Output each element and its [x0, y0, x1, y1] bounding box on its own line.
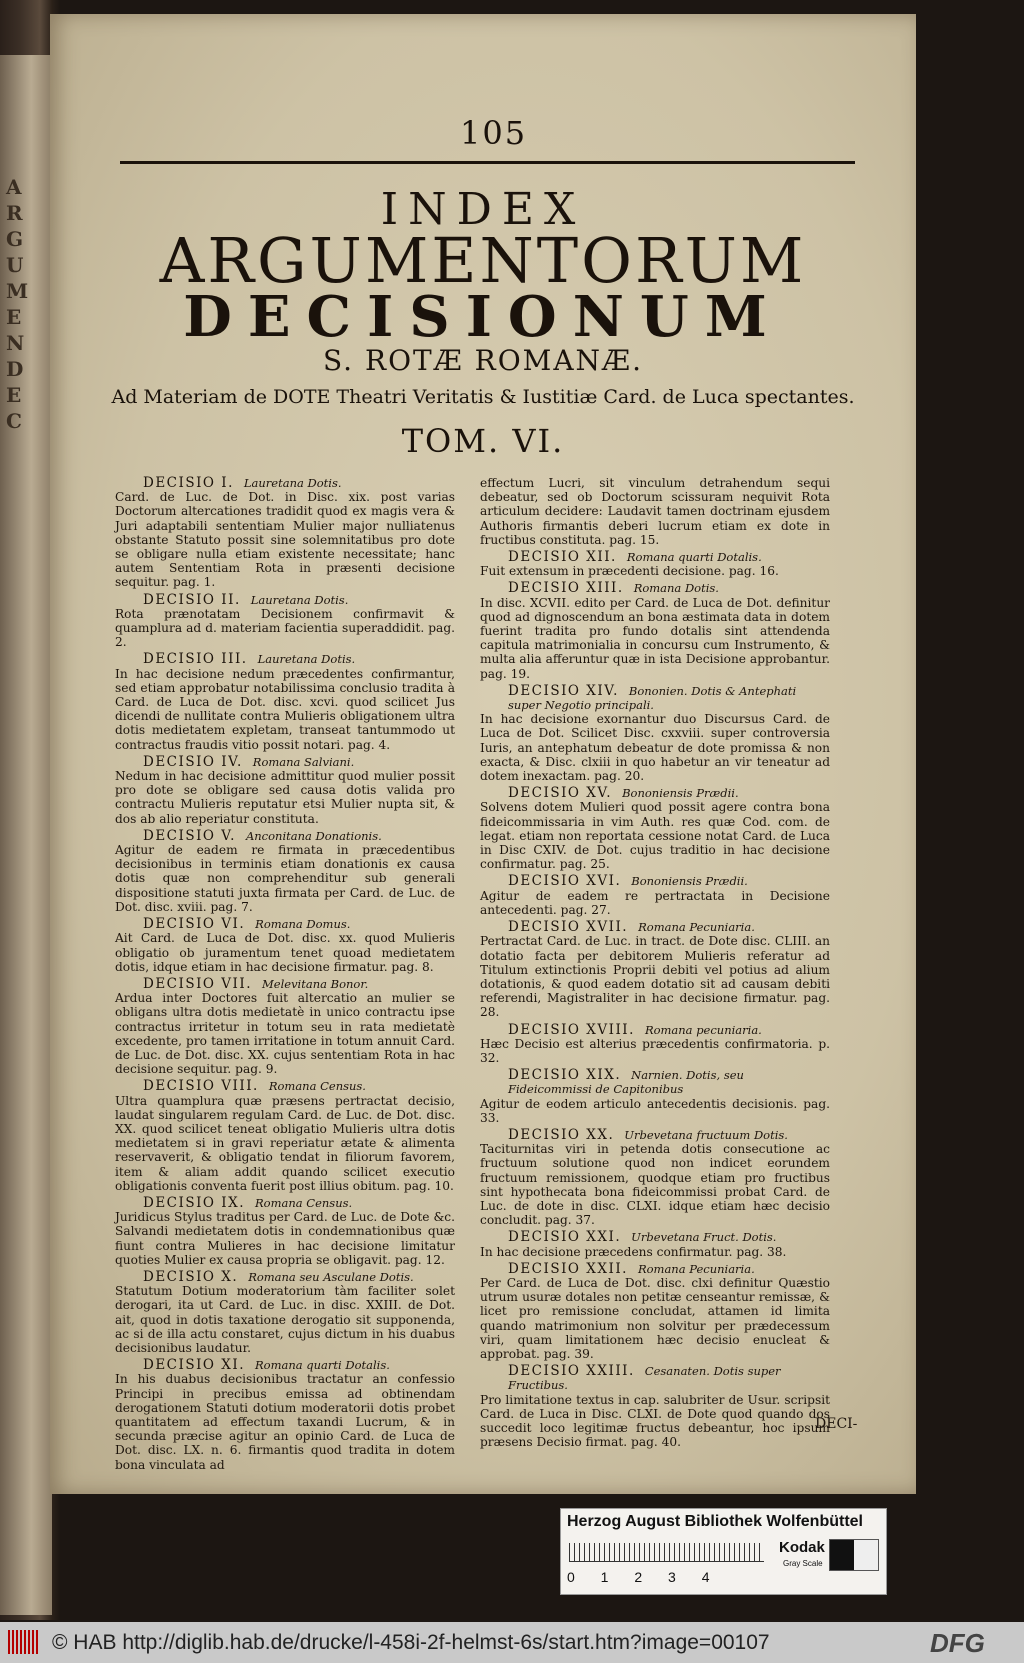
decision-entry	[115, 476, 455, 590]
decision-heading	[115, 1358, 455, 1372]
title-index: INDEX	[380, 184, 586, 235]
decision-entry	[115, 917, 455, 974]
decision-number: DECISIO XXI.	[508, 1229, 622, 1246]
decision-entry	[115, 755, 455, 826]
left-page-letter: D	[6, 357, 24, 381]
decision-heading	[480, 1068, 830, 1096]
left-page-letter: U	[6, 253, 24, 277]
decision-summary: Agitur de eadem re firmata in præcedentibus decisionibus in terminis etiam donationis ex causa dotis quæ non comprehenditur sub generali dispositione statuti juxta firmata per Card. de Luc. de Dot. disc. xviii. pag. 7.	[115, 843, 455, 914]
decision-number: DECISIO XX.	[508, 1126, 615, 1143]
decision-case: Romana Salviani.	[252, 754, 355, 769]
decision-number: DECISIO XVIII.	[508, 1021, 635, 1038]
left-page-letter: M	[6, 279, 29, 303]
decision-number: DECISIO VII.	[143, 975, 252, 992]
decision-number: DECISIO III.	[143, 651, 248, 668]
decision-case: Romana Domus.	[255, 917, 351, 932]
left-page-letter: E	[6, 305, 22, 329]
title-argumentorum: ARGUMENTORUM	[159, 224, 807, 297]
decision-number: DECISIO X.	[143, 1268, 239, 1285]
decision-heading	[115, 755, 455, 769]
decision-case: Urbevetana Fruct. Dotis.	[631, 1230, 777, 1245]
decision-heading	[115, 917, 455, 931]
kodak-brand: Kodak	[779, 1539, 825, 1556]
decision-heading	[115, 652, 455, 666]
header-rule	[120, 161, 855, 164]
decision-entry	[480, 550, 830, 578]
decision-heading	[115, 1196, 455, 1210]
decision-entry	[115, 652, 455, 751]
decision-entry	[480, 1068, 830, 1125]
hab-logo-icon	[8, 1630, 40, 1654]
left-page-letter: R	[6, 201, 23, 225]
decision-entry	[480, 476, 830, 547]
decision-summary: Agitur de eodem articulo antecedentis decisionis. pag. 33.	[480, 1096, 830, 1125]
decision-case: Anconitana Donationis.	[245, 828, 382, 843]
decision-summary: effectum Lucri, sit vinculum detrahendum sequi debeatur, sed ob Doctorum scissuram nequivit Rota articulum decidere: Laudavit tamen doctrinam ejusdem Authoris firmantis deberi lucrum etiam ex dote in fructibus constituta. pag. 15.	[480, 476, 830, 547]
decision-summary: Hæc Decisio est alterius præcedentis confirmatoria. p. 32.	[480, 1036, 830, 1065]
decision-number: DECISIO XIII.	[508, 580, 624, 597]
decision-number: DECISIO XXII.	[508, 1260, 628, 1277]
decision-heading	[115, 829, 455, 843]
decision-heading	[480, 581, 830, 595]
decision-summary: In his duabus decisionibus tractatur an confessio Principi in precibus emissa ad obtinendam derogationem Statuti dotium moderatorii dotis probet quantitatem ad effectum taxandi Lucrum, & in secunda præcise agitur an opinio Card. de Luca de Dot. disc. LX. n. 6. firmantis quod tradita in dotem bona vinculata ad	[115, 1372, 455, 1472]
decision-number: DECISIO XII.	[508, 549, 617, 566]
subtitle: Ad Materiam de DOTE Theatri Veritatis & Iustitiæ Card. de Luca spectantes.	[111, 386, 855, 408]
page	[50, 14, 916, 1494]
decision-summary: Pertractat Card. de Luc. in tract. de Dote disc. CLIII. an dotatio facta per debitorem Mulieris referatur ad Titulum extinctionis Proprii debiti vel potius ad alium dotationis, & quod eadem dotatio sit ad causam debiti referendi, Magistraliter in hac decisione firmatur. pag. 28.	[480, 934, 830, 1020]
scale-numbers: 0 1 2 3 4	[567, 1569, 710, 1585]
decision-heading	[480, 1023, 830, 1037]
decision-heading	[480, 1364, 830, 1392]
right-column	[480, 476, 830, 1452]
dfg-logo: DFG	[930, 1628, 985, 1658]
decision-entry	[115, 1270, 455, 1355]
decision-entry	[480, 874, 830, 917]
decision-entry	[480, 684, 830, 783]
library-name: Herzog August Bibliothek Wolfenbüttel	[567, 1513, 863, 1530]
decision-entry	[480, 920, 830, 1019]
decision-case: Lauretana Dotis.	[257, 652, 356, 667]
decision-heading	[480, 684, 830, 712]
gray-swatch	[829, 1539, 879, 1571]
decision-summary: Ultra quamplura quæ præsens pertractat decisio, laudat singularem regulam Card. de Luc. de Dot. disc. XX. quod scilicet teneat obligatio Mulieris ultra dotis medietatem si in gravi reperiatur ætate & alimenta reservaverit, & obligatio tendat in filiorum favorem, item & aliam addit quando scilicet executio obligationis conventa fuerit post illius obitum. pag. 10.	[115, 1093, 455, 1193]
decision-summary: Statutum Dotium moderatorium tàm faciliter solet derogari, ita ut Card. de Luc. in disc. XXIII. de Dot. ait, quod in dotis taxatione derogatio sit supponenda, ac si de illa actu constaret, cujus dictum in his duabus decisionibus laudatur.	[115, 1284, 455, 1355]
decision-case: Cesanaten. Dotis super Fructibus.	[508, 1364, 781, 1393]
decision-summary: Nedum in hac decisione admittitur quod mulier possit pro dote se obligare sed causa dotis valida pro contractu Mulieris reputatur etsi Mulier nupta sit, & dos ab alio reperiatur constituta.	[115, 769, 455, 826]
decision-case: Romana seu Asculane Dotis.	[248, 1269, 414, 1284]
decision-number: DECISIO XVI.	[508, 873, 622, 890]
decision-entry	[480, 1023, 830, 1066]
footer-bar	[0, 1622, 1024, 1663]
decision-heading	[480, 1262, 830, 1276]
decision-summary: In hac decisione exornantur duo Discursus Card. de Luca de Dot. Scilicet Disc. cxxviii. super controversia Iuris, an antephatum debeatur de dote promissa & non exacta, & Disc. clxiii in quo habetur an vir teneatur ad dotem inexactam. pag. 20.	[480, 712, 830, 784]
decision-summary: Juridicus Stylus traditus per Card. de Luc. de Dote &c. Salvandi medietatem dotis in condemnationibus quæ fiunt contra Mulieres in hac decisione limitatur quoties Mulier ex causa propria se obligavit. pag. 12.	[115, 1210, 455, 1267]
decision-entry	[480, 1128, 830, 1227]
decision-number: DECISIO XIV.	[508, 682, 619, 699]
decision-case: Romana Census.	[255, 1195, 353, 1210]
decision-heading	[115, 1079, 455, 1093]
decision-entry	[480, 786, 830, 871]
left-page-letter: G	[6, 227, 24, 251]
decision-case: Bononiensis Prædii.	[622, 786, 739, 801]
left-page-letter: C	[6, 409, 22, 433]
decision-entry	[480, 1262, 830, 1361]
decision-case: Romana pecuniaria.	[644, 1022, 762, 1037]
decision-entry	[480, 1230, 830, 1258]
decision-entry	[115, 1196, 455, 1267]
decision-entry	[115, 977, 455, 1076]
decision-entry	[115, 829, 455, 914]
tome-number: TOM. VI.	[401, 422, 565, 460]
decision-case: Narnien. Dotis, seu Fideicommissi de Capitonibus	[508, 1068, 744, 1097]
decision-case: Lauretana Dotis.	[243, 476, 342, 490]
decision-case: Romana Pecuniaria.	[637, 1261, 755, 1276]
title-rotae: S. ROTÆ ROMANÆ.	[323, 344, 643, 377]
decision-heading	[480, 786, 830, 800]
decision-case: Urbevetana fructuum Dotis.	[624, 1127, 788, 1142]
decision-number: DECISIO I.	[143, 475, 234, 491]
decision-summary: Card. de Luc. de Dot. in Disc. xix. post varias Doctorum altercationes tradidit quod ex magis vera & Juri adaptabili sententiam Mulier major nulliatenus obstante Statuto possit sine solemnitatibus pro dote se obligare nulla etiam existente necessitate; hanc autem Sententiam Rota in præsenti decisione sequitur. pag. 1.	[115, 490, 455, 590]
decision-summary: Taciturnitas viri in petenda dotis consecutione ac fructuum solutione quod non indicet eorundem fructuum remissionem, quodque etiam pro fructibus sint hypothecata bona fideicommissi probat Card. de Luc. de dote in disc. CLXI. idque etiam hæc decisio concludit. pag. 37.	[480, 1142, 830, 1228]
decision-heading	[480, 874, 830, 888]
decision-summary: Agitur de eadem re pertractata in Decisione antecedenti. pag. 27.	[480, 888, 830, 917]
left-page-edge	[0, 55, 52, 1615]
decision-number: DECISIO XV.	[508, 785, 613, 802]
decision-case: Romana quarti Dotalis.	[626, 550, 762, 565]
decision-summary: In hac decisione præcedens confirmatur. pag. 38.	[480, 1244, 787, 1259]
catchword: DECI-	[815, 1416, 858, 1432]
page-number: 105	[460, 114, 528, 152]
decision-case: Bononiensis Prædii.	[631, 874, 748, 889]
ruler-scale	[569, 1543, 764, 1562]
decision-case: Melevitana Bonor.	[262, 976, 369, 991]
title-decisionum: DECISIONUM	[183, 284, 783, 350]
decision-heading	[480, 1128, 830, 1142]
left-page-letter: N	[6, 331, 25, 355]
decision-summary: Ardua inter Doctores fuit altercatio an mulier se obligans ultra dotis medietatè in unico contractu ipse contractus irritetur in totum seu in rata medietatè excedente, pro tamen irritatione in totum annuit Card. de Luc. de Dot. disc. XX. cujus sententiam Rota in hac decisione sequitur. pag. 9.	[115, 991, 455, 1077]
decision-heading	[115, 593, 455, 607]
decision-number: DECISIO II.	[143, 591, 241, 608]
decision-heading	[480, 550, 830, 564]
decision-summary: Per Card. de Luca de Dot. disc. clxi definitur Quæstio utrum usuræ dotales non petitæ censeantur remissæ, & licet pro remissione concludat, attamen id limita quando matrimonium non solvitur per prædecessum viri, quam limitationem hæc decisio enucleat & approbat. pag. 39.	[480, 1275, 830, 1361]
decision-heading	[480, 920, 830, 934]
decision-entry	[480, 581, 830, 680]
decision-case: Bononien. Dotis & Antephati super Negotio principali.	[508, 683, 797, 713]
decision-case: Romana quarti Dotalis.	[255, 1358, 390, 1373]
gray-scale-label: Gray Scale	[783, 1559, 823, 1568]
decision-summary: Fuit extensum in præcedenti decisione. pag. 16.	[480, 564, 779, 579]
decision-heading	[115, 977, 455, 991]
decision-summary: Ait Card. de Luca de Dot. disc. xx. quod Mulieris obligatio ob juramentum tenet quoad medietatem dotis, idque etiam in hac decisione firmatur. pag. 8.	[115, 931, 455, 974]
permalink-url[interactable]: © HAB http://diglib.hab.de/drucke/l-458i-2f-helmst-6s/start.htm?image=00107	[52, 1631, 770, 1654]
decision-number: DECISIO XIX.	[508, 1067, 622, 1084]
decision-case: Romana Pecuniaria.	[638, 920, 755, 935]
decision-entry	[115, 1358, 455, 1472]
left-page-letter: E	[6, 383, 22, 407]
decision-number: DECISIO VI.	[143, 916, 246, 933]
decision-number: DECISIO IV.	[143, 753, 243, 770]
decision-number: DECISIO IX.	[143, 1194, 246, 1211]
decision-case: Romana Dotis.	[633, 581, 719, 596]
decision-case: Romana Census.	[268, 1079, 366, 1094]
decision-heading	[115, 1270, 455, 1284]
decision-entry	[115, 1079, 455, 1193]
decision-entry	[115, 593, 455, 650]
decision-summary: Rota prænotatam Decisionem confirmavit & quamplura ad d. materiam facientia superaddidit. pag. 2.	[115, 606, 455, 650]
decision-summary: In disc. XCVII. edito per Card. de Luca de Dot. definitur quod ad dignoscendum an bona æstimata data in dotem fuerint tradita pro fundo dotalis sint attendenda capitula matrimonialia in concursu cum Instrumento, & multa alia afferuntur quæ in ista Decisione approbantur. pag. 19.	[480, 595, 830, 681]
decision-case: Lauretana Dotis.	[250, 592, 349, 607]
decision-summary: Pro limitatione textus in cap. salubriter de Usur. scripsit Card. de Luca in Disc. CLXI. de Dote quod quando dos succedit loco legitimæ fructus debeantur, hoc ipsum præsens Decisio firmat. pag. 40.	[480, 1392, 830, 1450]
decision-number: DECISIO XVII.	[508, 919, 629, 936]
decision-entry	[480, 1364, 830, 1449]
decision-summary: Solvens dotem Mulieri quod possit agere contra bona fideicommissaria in vim Auth. res quæ Cod. com. de legat. etiam non reportata cessione notat Card. de Luca in Disc CXIV. de Dot. cujus traditio in hac decisione confirmatur. pag. 25.	[480, 800, 830, 872]
decision-number: DECISIO VIII.	[143, 1078, 259, 1095]
library-label	[560, 1508, 887, 1595]
decision-heading	[480, 1230, 830, 1244]
decision-number: DECISIO XI.	[143, 1357, 246, 1374]
left-column	[115, 476, 455, 1475]
left-page-letter: A	[6, 175, 22, 199]
decision-summary: In hac decisione nedum præcedentes confirmantur, sed etiam approbatur notabilissima conclusio tradita à Card. de Luca de Dot. disc. xcvi. quod scilicet Jus dicendi de nullitate contra Mulieris obligationem ultra dotis medietatem expletam, transeat tantummodo ut contractus fraudis vitio possit notari. pag. 4.	[115, 666, 455, 752]
decision-number: DECISIO XXIII.	[508, 1363, 635, 1380]
decision-heading	[115, 476, 455, 490]
decision-number: DECISIO V.	[143, 827, 236, 844]
